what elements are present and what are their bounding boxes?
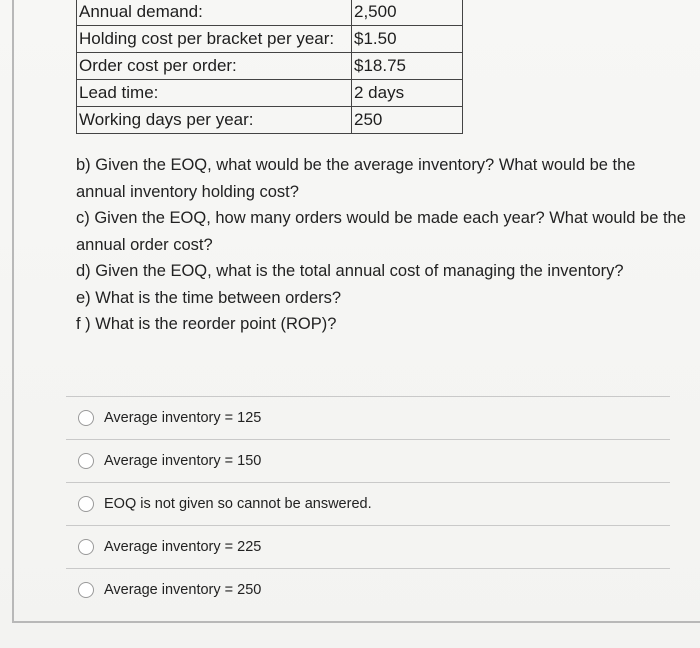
bottom-divider	[12, 621, 700, 623]
question-e: e) What is the time between orders?	[76, 288, 342, 307]
table-row	[77, 107, 463, 134]
table-cell-value: $1.50	[352, 26, 463, 53]
table-cell-label: Order cost per order:	[77, 53, 352, 80]
question-d: d) Given the EOQ, what is the total annual cost of managing the inventory?	[76, 262, 624, 280]
answer-option[interactable]	[66, 568, 670, 611]
answer-option-label: Average inventory = 125	[104, 410, 262, 426]
table-row	[77, 80, 463, 107]
question-b: b) Given the EOQ, what would be the average inventory? What would be the annual inventory holding cost?	[76, 156, 636, 201]
answer-option[interactable]	[66, 482, 670, 525]
answer-option[interactable]	[66, 396, 670, 439]
table-row	[77, 0, 463, 26]
table-cell-label: Holding cost per bracket per year:	[77, 26, 352, 53]
answer-option-label: Average inventory = 225	[104, 539, 262, 555]
radio-button[interactable]	[78, 496, 94, 512]
answer-option-label: Average inventory = 250	[104, 582, 262, 598]
radio-button[interactable]	[78, 539, 94, 555]
table-cell-label: Annual demand:	[77, 0, 352, 26]
left-divider	[12, 0, 14, 622]
table-cell-value: 2 days	[352, 80, 463, 107]
question-c: c) Given the EOQ, how many orders would be made each year? What would be the annual order cost?	[76, 209, 686, 254]
table-cell-value: 250	[352, 107, 463, 134]
table-cell-value: 2,500	[352, 0, 463, 26]
answer-option[interactable]	[66, 525, 670, 568]
inventory-data-table	[76, 0, 463, 134]
table-cell-value: $18.75	[352, 53, 463, 80]
answer-option[interactable]	[66, 439, 670, 482]
radio-button[interactable]	[78, 582, 94, 598]
radio-button[interactable]	[78, 410, 94, 426]
question-text	[76, 152, 686, 338]
answer-option-label: EOQ is not given so cannot be answered.	[104, 496, 372, 512]
answer-option-label: Average inventory = 150	[104, 453, 262, 469]
radio-button[interactable]	[78, 453, 94, 469]
table-cell-label: Working days per year:	[77, 107, 352, 134]
table-row	[77, 26, 463, 53]
table-cell-label: Lead time:	[77, 80, 352, 107]
question-f: f ) What is the reorder point (ROP)?	[76, 315, 337, 333]
answer-options	[66, 396, 670, 611]
table-row	[77, 53, 463, 80]
